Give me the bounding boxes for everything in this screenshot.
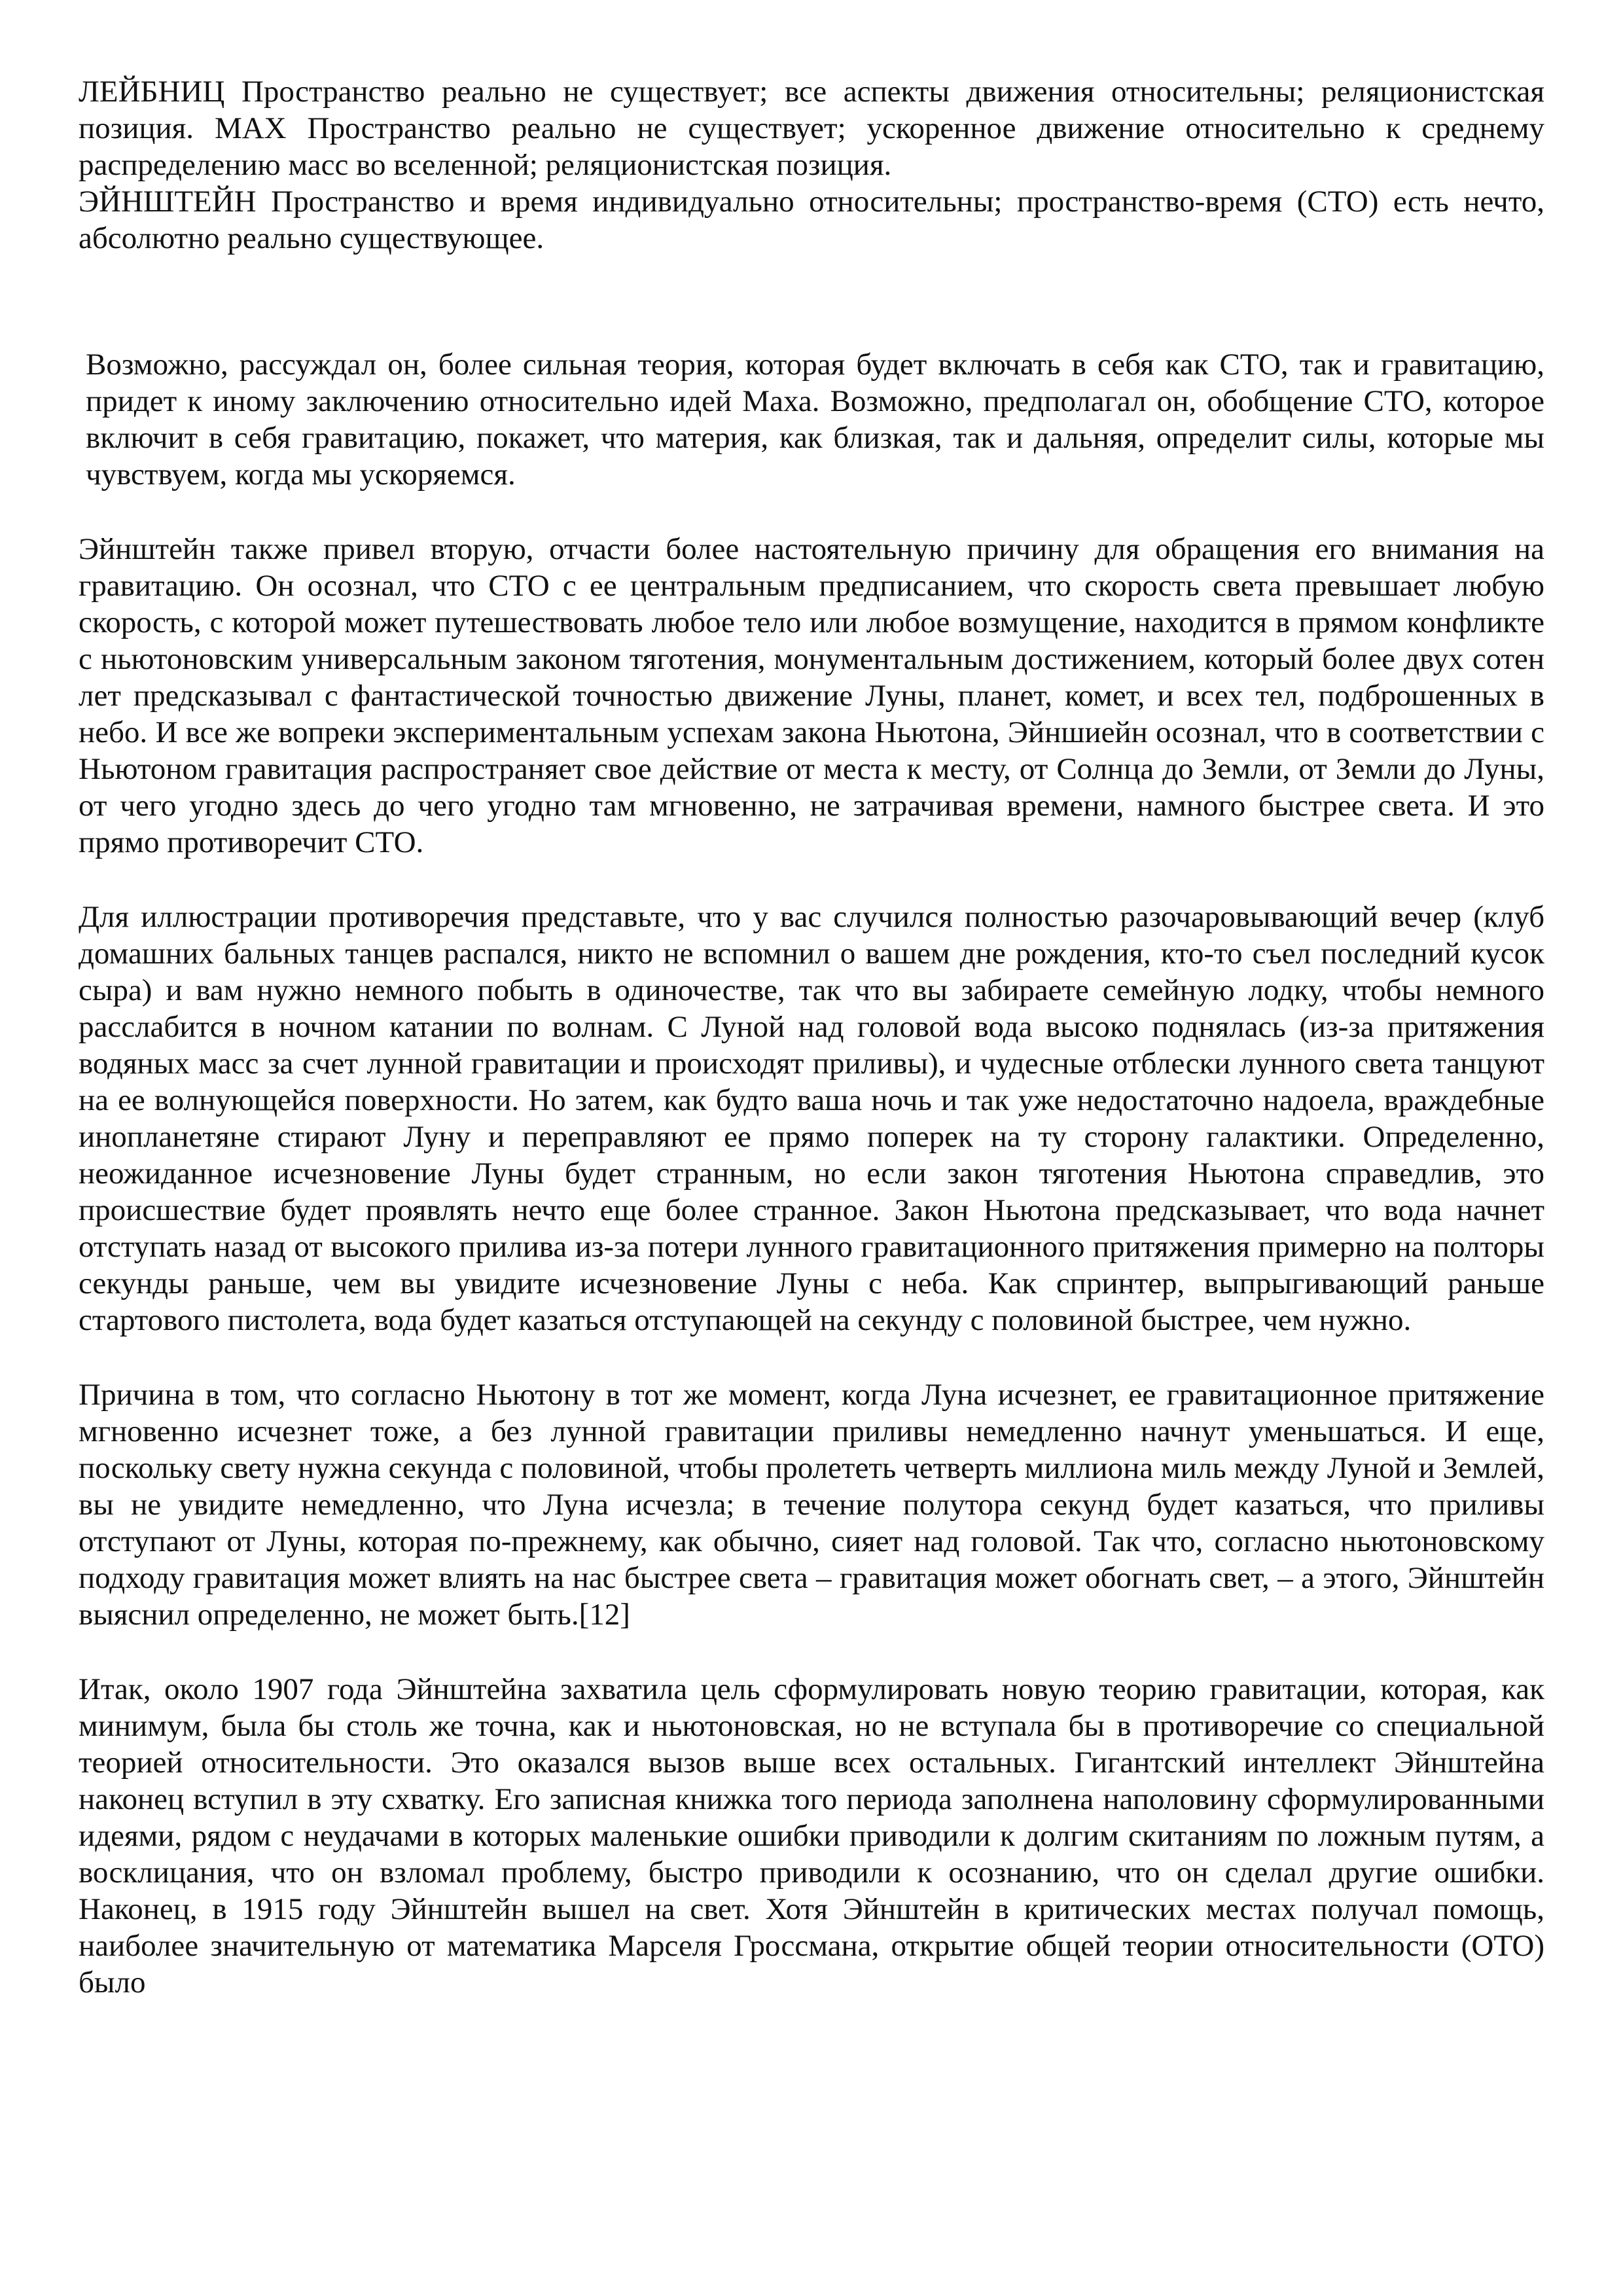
spacer (79, 861, 1544, 899)
spacer (79, 1633, 1544, 1671)
paragraph-1: Возможно, рассуждал он, более сильная теория, которая будет включать в себя как СТО, так и гравитацию, придет к иному заключению относительно идей Маха. Возможно, предполагал он, обобщение СТО, которое включит в себя гравитацию, покажет, что материя, как близкая, так и дальняя, определит силы, которые мы чувствуем, когда мы ускоряемся. (86, 348, 1544, 492)
paragraph-4: Причина в том, что согласно Ньютону в тот же момент, когда Луна исчезнет, ее гравитационное притяжение мгновенно исчезнет тоже, а без лунной гравитации приливы немедленно начнут уменьшаться. И еще, поскольку свету нужна секунда с половиной, чтобы пролететь четверть миллиона миль между Луной и Землей, вы не увидите немедленно, что Луна исчезла; в течение полутора секунд будет казаться, что приливы отступают от Луны, которая по-прежнему, как обычно, сияет над головой. Так что, согласно ньютоновскому подходу гравитация может влиять на нас быстрее света – гравитация может обогнать свет, – а этого, Эйнштейн выяснил определенно, не может быть.[12] (79, 1378, 1544, 1632)
paragraph-2: Эйнштейн также привел вторую, отчасти более настоятельную причину для обращения его внимания на гравитацию. Он осознал, что СТО с ее центральным предписанием, что скорость света превышает любую скорость, с которой может путешествовать любое тело или любое возмущение, находится в прямом конфликте с ньютоновским универсальным законом тяготения, монументальным достижением, который более двух сотен лет предсказывал с фантастической точностью движение Луны, планет, комет, и всех тел, подброшенных в небо. И все же вопреки экспериментальным успехам закона Ньютона, Эйншиейн осознал, что в соответствии с Ньютоном гравитация распространяет свое действие от места к месту, от Солнца до Земли, от Земли до Луны, от чего угодно здесь до чего угодно там мгновенно, не затрачивая времени, намного быстрее света. И это прямо противоречит СТО. (79, 532, 1544, 859)
paragraph-3: Для иллюстрации противоречия представьте, что у вас случился полностью разочаровывающий вечер (клуб домашних бальных танцев распался, никто не вспомнил о вашем дне рождения, кто-то съел последний кусок сыра) и вам нужно немного побыть в одиночестве, так что вы забираете семейную лодку, чтобы немного расслабится в ночном катании по волнам. С Луной над головой вода высоко поднялась (из-за притяжения водяных масс за счет лунной гравитации и происходят приливы), и чудесные отблески лунного света танцуют на ее волнующейся поверхности. Но затем, как будто ваша ночь и так уже недостаточно надоела, враждебные инопланетяне стирают Луну и переправляют ее прямо поперек на ту сторону галактики. Определенно, неожиданное исчезновение Луны будет странным, но если закон тяготения Ньютона справедлив, это происшествие будет проявлять нечто еще более странное. Закон Ньютона предсказывает, что вода начнет отступать назад от высокого прилива из-за потери лунного гравитационного притяжения примерно на полторы секунды раньше, чем вы увидите исчезновение Луны с неба. Как спринтер, выпрыгивающий раньше стартового пистолета, вода будет казаться отступающей на секунду с половиной быстрее, чем нужно. (79, 900, 1544, 1337)
spacer (79, 1338, 1544, 1376)
spacer (79, 493, 1544, 531)
intro-einstein: ЭЙНШТЕЙН Пространство и время индивидуально относительны; пространство-время (СТО) есть нечто, абсолютно реально существующее. (79, 185, 1544, 255)
spacer (79, 257, 1544, 346)
paragraph-5: Итак, около 1907 года Эйнштейна захватила цель сформулировать новую теорию гравитации, которая, как минимум, была бы столь же точна, как и ньютоновская, но не вступала бы в противоречие со специальной теорией относительности. Это оказался вызов выше всех остальных. Гигантский интеллект Эйнштейна наконец вступил в эту схватку. Его записная книжка того периода заполнена наполовину сформулированными идеями, рядом с неудачами в которых маленькие ошибки приводили к долгим скитаниям по ложным путям, а восклицания, что он взломал проблему, быстро приводили к осознанию, что он сделал другие ошибки. Наконец, в 1915 году Эйнштейн вышел на свет. Хотя Эйнштейн в критических местах получал помощь, наиболее значительную от математика Марселя Гроссмана, открытие общей теории относительности (ОТО) было (79, 1672, 1544, 2000)
document-body (79, 73, 1544, 2001)
intro-leibniz-mach: ЛЕЙБНИЦ Пространство реально не существует; все аспекты движения относительны; реляционистская позиция. МАХ Пространство реально не существует; ускоренное движение относительно к среднему распределению масс во вселенной; реляционистская позиция. (79, 75, 1544, 182)
